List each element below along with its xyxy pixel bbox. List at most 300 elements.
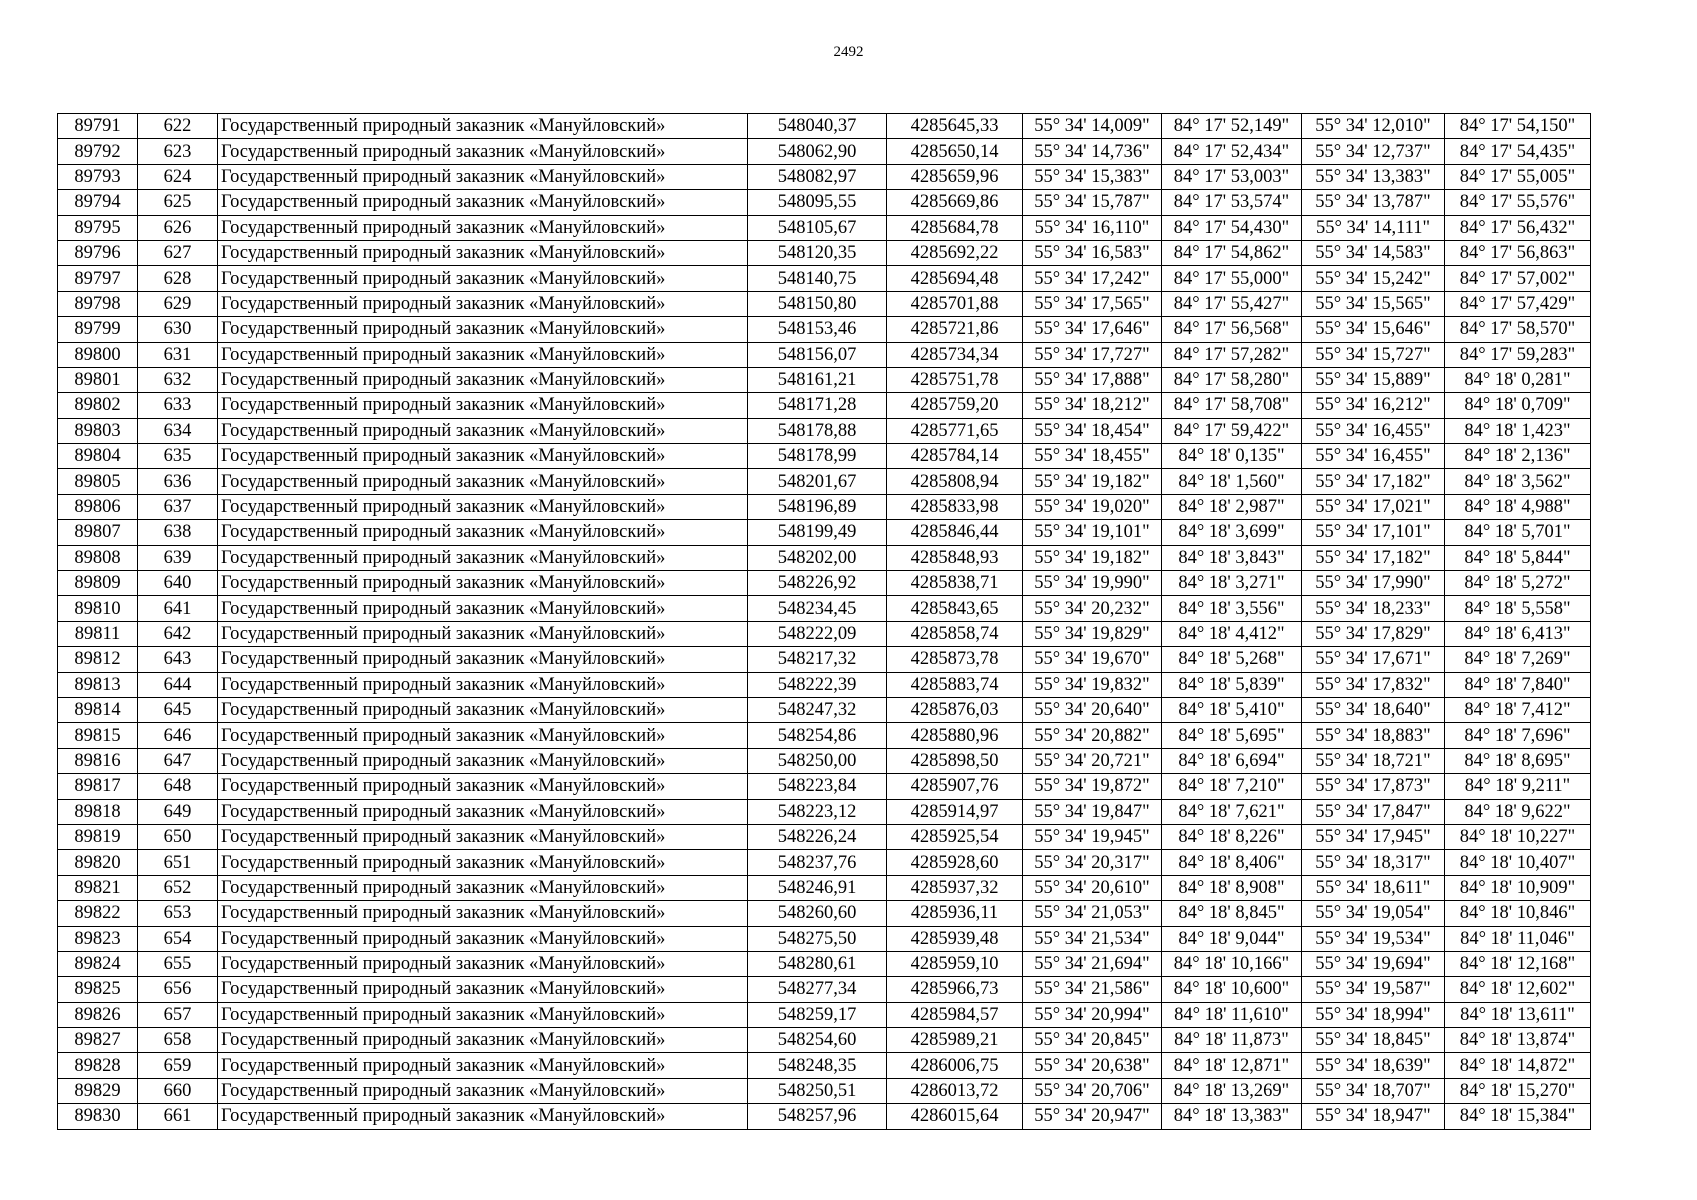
latitude-2-cell: 55° 34' 17,873" [1302,774,1445,799]
latitude-2-cell: 55° 34' 19,054" [1302,901,1445,926]
y-coordinate-cell: 4285833,98 [887,494,1023,519]
latitude-2-cell: 55° 34' 16,455" [1302,418,1445,443]
record-number-cell: 89791 [58,114,138,139]
latitude-cell: 55° 34' 19,020" [1023,494,1162,519]
point-number-cell: 626 [138,215,218,240]
table-row [58,418,1591,443]
longitude-2-cell: 84° 17' 55,005" [1445,164,1591,189]
record-number-cell: 89827 [58,1028,138,1053]
record-number-cell: 89819 [58,824,138,849]
record-number-cell: 89815 [58,723,138,748]
table-row [58,824,1591,849]
record-number-cell: 89829 [58,1078,138,1103]
longitude-cell: 84° 18' 7,621" [1162,799,1302,824]
y-coordinate-cell: 4285838,71 [887,571,1023,596]
latitude-cell: 55° 34' 19,182" [1023,469,1162,494]
latitude-cell: 55° 34' 14,009" [1023,114,1162,139]
x-coordinate-cell: 548178,99 [748,444,887,469]
latitude-cell: 55° 34' 20,845" [1023,1028,1162,1053]
longitude-2-cell: 84° 18' 5,701" [1445,520,1591,545]
latitude-2-cell: 55° 34' 18,707" [1302,1078,1445,1103]
latitude-cell: 55° 34' 17,565" [1023,291,1162,316]
latitude-2-cell: 55° 34' 15,889" [1302,367,1445,392]
y-coordinate-cell: 4285784,14 [887,444,1023,469]
object-name-cell: Государственный природный заказник «Мануйловский» [218,926,748,951]
object-name-cell: Государственный природный заказник «Мануйловский» [218,850,748,875]
longitude-cell: 84° 18' 13,269" [1162,1078,1302,1103]
longitude-2-cell: 84° 18' 13,611" [1445,1002,1591,1027]
record-number-cell: 89828 [58,1053,138,1078]
y-coordinate-cell: 4285966,73 [887,977,1023,1002]
object-name-cell: Государственный природный заказник «Мануйловский» [218,1053,748,1078]
x-coordinate-cell: 548254,60 [748,1028,887,1053]
y-coordinate-cell: 4285759,20 [887,393,1023,418]
x-coordinate-cell: 548246,91 [748,875,887,900]
object-name-cell: Государственный природный заказник «Мануйловский» [218,139,748,164]
x-coordinate-cell: 548217,32 [748,647,887,672]
record-number-cell: 89821 [58,875,138,900]
record-number-cell: 89807 [58,520,138,545]
x-coordinate-cell: 548223,12 [748,799,887,824]
x-coordinate-cell: 548156,07 [748,342,887,367]
longitude-cell: 84° 17' 54,862" [1162,240,1302,265]
table-row [58,621,1591,646]
point-number-cell: 641 [138,596,218,621]
table-row [58,697,1591,722]
latitude-cell: 55° 34' 19,182" [1023,545,1162,570]
y-coordinate-cell: 4286015,64 [887,1104,1023,1129]
longitude-2-cell: 84° 18' 4,988" [1445,494,1591,519]
longitude-2-cell: 84° 18' 12,168" [1445,951,1591,976]
longitude-2-cell: 84° 18' 7,840" [1445,672,1591,697]
object-name-cell: Государственный природный заказник «Мануйловский» [218,342,748,367]
object-name-cell: Государственный природный заказник «Мануйловский» [218,723,748,748]
y-coordinate-cell: 4285858,74 [887,621,1023,646]
point-number-cell: 633 [138,393,218,418]
longitude-cell: 84° 17' 55,000" [1162,266,1302,291]
object-name-cell: Государственный природный заказник «Мануйловский» [218,1028,748,1053]
table-row [58,901,1591,926]
longitude-cell: 84° 18' 5,695" [1162,723,1302,748]
record-number-cell: 89793 [58,164,138,189]
x-coordinate-cell: 548040,37 [748,114,887,139]
latitude-cell: 55° 34' 20,947" [1023,1104,1162,1129]
object-name-cell: Государственный природный заказник «Мануйловский» [218,774,748,799]
latitude-cell: 55° 34' 20,610" [1023,875,1162,900]
latitude-cell: 55° 34' 21,586" [1023,977,1162,1002]
longitude-cell: 84° 18' 13,383" [1162,1104,1302,1129]
latitude-cell: 55° 34' 20,638" [1023,1053,1162,1078]
longitude-cell: 84° 17' 54,430" [1162,215,1302,240]
x-coordinate-cell: 548280,61 [748,951,887,976]
y-coordinate-cell: 4285873,78 [887,647,1023,672]
object-name-cell: Государственный природный заказник «Мануйловский» [218,190,748,215]
x-coordinate-cell: 548275,50 [748,926,887,951]
longitude-2-cell: 84° 18' 5,272" [1445,571,1591,596]
table-row [58,748,1591,773]
latitude-cell: 55° 34' 19,945" [1023,824,1162,849]
record-number-cell: 89804 [58,444,138,469]
longitude-2-cell: 84° 18' 1,423" [1445,418,1591,443]
point-number-cell: 628 [138,266,218,291]
y-coordinate-cell: 4285883,74 [887,672,1023,697]
longitude-cell: 84° 18' 9,044" [1162,926,1302,951]
y-coordinate-cell: 4285907,76 [887,774,1023,799]
longitude-2-cell: 84° 17' 56,863" [1445,240,1591,265]
point-number-cell: 648 [138,774,218,799]
latitude-cell: 55° 34' 19,990" [1023,571,1162,596]
longitude-cell: 84° 17' 58,280" [1162,367,1302,392]
x-coordinate-cell: 548199,49 [748,520,887,545]
table-row [58,799,1591,824]
table-row [58,469,1591,494]
longitude-cell: 84° 17' 52,149" [1162,114,1302,139]
y-coordinate-cell: 4285751,78 [887,367,1023,392]
point-number-cell: 640 [138,571,218,596]
latitude-2-cell: 55° 34' 18,317" [1302,850,1445,875]
latitude-cell: 55° 34' 20,317" [1023,850,1162,875]
object-name-cell: Государственный природный заказник «Мануйловский» [218,977,748,1002]
x-coordinate-cell: 548260,60 [748,901,887,926]
longitude-cell: 84° 18' 8,908" [1162,875,1302,900]
longitude-2-cell: 84° 18' 10,909" [1445,875,1591,900]
object-name-cell: Государственный природный заказник «Мануйловский» [218,520,748,545]
x-coordinate-cell: 548248,35 [748,1053,887,1078]
record-number-cell: 89801 [58,367,138,392]
latitude-2-cell: 55° 34' 17,182" [1302,545,1445,570]
x-coordinate-cell: 548226,92 [748,571,887,596]
longitude-cell: 84° 18' 3,271" [1162,571,1302,596]
latitude-cell: 55° 34' 17,727" [1023,342,1162,367]
x-coordinate-cell: 548120,35 [748,240,887,265]
longitude-2-cell: 84° 17' 55,576" [1445,190,1591,215]
object-name-cell: Государственный природный заказник «Мануйловский» [218,240,748,265]
object-name-cell: Государственный природный заказник «Мануйловский» [218,215,748,240]
record-number-cell: 89823 [58,926,138,951]
longitude-2-cell: 84° 17' 56,432" [1445,215,1591,240]
table-body [58,114,1591,1130]
latitude-cell: 55° 34' 20,882" [1023,723,1162,748]
table-row [58,266,1591,291]
point-number-cell: 634 [138,418,218,443]
page-number: 2492 [833,44,864,60]
latitude-2-cell: 55° 34' 17,101" [1302,520,1445,545]
longitude-2-cell: 84° 17' 57,002" [1445,266,1591,291]
point-number-cell: 636 [138,469,218,494]
point-number-cell: 632 [138,367,218,392]
longitude-cell: 84° 18' 0,135" [1162,444,1302,469]
latitude-2-cell: 55° 34' 19,694" [1302,951,1445,976]
longitude-2-cell: 84° 18' 0,709" [1445,393,1591,418]
y-coordinate-cell: 4285808,94 [887,469,1023,494]
latitude-2-cell: 55° 34' 13,383" [1302,164,1445,189]
x-coordinate-cell: 548140,75 [748,266,887,291]
point-number-cell: 625 [138,190,218,215]
table-row [58,367,1591,392]
latitude-cell: 55° 34' 21,534" [1023,926,1162,951]
record-number-cell: 89800 [58,342,138,367]
latitude-2-cell: 55° 34' 15,727" [1302,342,1445,367]
object-name-cell: Государственный природный заказник «Мануйловский» [218,367,748,392]
y-coordinate-cell: 4285669,86 [887,190,1023,215]
point-number-cell: 651 [138,850,218,875]
x-coordinate-cell: 548171,28 [748,393,887,418]
y-coordinate-cell: 4285848,93 [887,545,1023,570]
latitude-cell: 55° 34' 19,847" [1023,799,1162,824]
y-coordinate-cell: 4285694,48 [887,266,1023,291]
longitude-cell: 84° 18' 7,210" [1162,774,1302,799]
longitude-cell: 84° 18' 11,873" [1162,1028,1302,1053]
latitude-2-cell: 55° 34' 17,021" [1302,494,1445,519]
point-number-cell: 643 [138,647,218,672]
record-number-cell: 89822 [58,901,138,926]
record-number-cell: 89806 [58,494,138,519]
latitude-2-cell: 55° 34' 18,994" [1302,1002,1445,1027]
latitude-cell: 55° 34' 15,383" [1023,164,1162,189]
y-coordinate-cell: 4285645,33 [887,114,1023,139]
longitude-2-cell: 84° 18' 5,844" [1445,545,1591,570]
object-name-cell: Государственный природный заказник «Мануйловский» [218,621,748,646]
object-name-cell: Государственный природный заказник «Мануйловский» [218,1002,748,1027]
y-coordinate-cell: 4285734,34 [887,342,1023,367]
record-number-cell: 89792 [58,139,138,164]
point-number-cell: 659 [138,1053,218,1078]
point-number-cell: 646 [138,723,218,748]
x-coordinate-cell: 548234,45 [748,596,887,621]
point-number-cell: 638 [138,520,218,545]
latitude-cell: 55° 34' 16,583" [1023,240,1162,265]
longitude-cell: 84° 18' 3,556" [1162,596,1302,621]
record-number-cell: 89814 [58,697,138,722]
longitude-cell: 84° 18' 5,839" [1162,672,1302,697]
table-row [58,850,1591,875]
latitude-2-cell: 55° 34' 19,534" [1302,926,1445,951]
record-number-cell: 89798 [58,291,138,316]
x-coordinate-cell: 548237,76 [748,850,887,875]
record-number-cell: 89811 [58,621,138,646]
latitude-2-cell: 55° 34' 14,111" [1302,215,1445,240]
latitude-2-cell: 55° 34' 18,640" [1302,697,1445,722]
object-name-cell: Государственный природный заказник «Мануйловский» [218,697,748,722]
latitude-cell: 55° 34' 18,454" [1023,418,1162,443]
point-number-cell: 647 [138,748,218,773]
table-row [58,520,1591,545]
object-name-cell: Государственный природный заказник «Мануйловский» [218,951,748,976]
latitude-2-cell: 55° 34' 17,829" [1302,621,1445,646]
longitude-cell: 84° 17' 56,568" [1162,317,1302,342]
latitude-2-cell: 55° 34' 19,587" [1302,977,1445,1002]
object-name-cell: Государственный природный заказник «Мануйловский» [218,901,748,926]
latitude-2-cell: 55° 34' 14,583" [1302,240,1445,265]
longitude-cell: 84° 18' 1,560" [1162,469,1302,494]
longitude-cell: 84° 17' 57,282" [1162,342,1302,367]
y-coordinate-cell: 4285721,86 [887,317,1023,342]
record-number-cell: 89818 [58,799,138,824]
latitude-2-cell: 55° 34' 18,883" [1302,723,1445,748]
table-row [58,672,1591,697]
longitude-2-cell: 84° 18' 7,412" [1445,697,1591,722]
longitude-cell: 84° 18' 10,166" [1162,951,1302,976]
longitude-2-cell: 84° 17' 59,283" [1445,342,1591,367]
longitude-cell: 84° 18' 8,226" [1162,824,1302,849]
record-number-cell: 89816 [58,748,138,773]
object-name-cell: Государственный природный заказник «Мануйловский» [218,571,748,596]
table-row [58,291,1591,316]
object-name-cell: Государственный природный заказник «Мануйловский» [218,1078,748,1103]
object-name-cell: Государственный природный заказник «Мануйловский» [218,494,748,519]
object-name-cell: Государственный природный заказник «Мануйловский» [218,291,748,316]
point-number-cell: 624 [138,164,218,189]
longitude-2-cell: 84° 18' 10,407" [1445,850,1591,875]
longitude-cell: 84° 18' 11,610" [1162,1002,1302,1027]
longitude-cell: 84° 18' 5,268" [1162,647,1302,672]
table-row [58,647,1591,672]
table-row [58,494,1591,519]
latitude-2-cell: 55° 34' 18,947" [1302,1104,1445,1129]
object-name-cell: Государственный природный заказник «Мануйловский» [218,317,748,342]
point-number-cell: 644 [138,672,218,697]
table-row [58,545,1591,570]
point-number-cell: 661 [138,1104,218,1129]
y-coordinate-cell: 4285959,10 [887,951,1023,976]
latitude-cell: 55° 34' 18,212" [1023,393,1162,418]
x-coordinate-cell: 548105,67 [748,215,887,240]
point-number-cell: 630 [138,317,218,342]
x-coordinate-cell: 548153,46 [748,317,887,342]
longitude-2-cell: 84° 17' 58,570" [1445,317,1591,342]
longitude-2-cell: 84° 18' 13,874" [1445,1028,1591,1053]
record-number-cell: 89824 [58,951,138,976]
longitude-2-cell: 84° 18' 5,558" [1445,596,1591,621]
latitude-cell: 55° 34' 19,670" [1023,647,1162,672]
object-name-cell: Государственный природный заказник «Мануйловский» [218,545,748,570]
longitude-2-cell: 84° 18' 3,562" [1445,469,1591,494]
table-row [58,951,1591,976]
record-number-cell: 89802 [58,393,138,418]
point-number-cell: 623 [138,139,218,164]
longitude-2-cell: 84° 18' 12,602" [1445,977,1591,1002]
latitude-cell: 55° 34' 19,829" [1023,621,1162,646]
latitude-cell: 55° 34' 19,872" [1023,774,1162,799]
y-coordinate-cell: 4285701,88 [887,291,1023,316]
table-row [58,164,1591,189]
latitude-2-cell: 55° 34' 17,832" [1302,672,1445,697]
latitude-2-cell: 55° 34' 17,847" [1302,799,1445,824]
latitude-2-cell: 55° 34' 12,010" [1302,114,1445,139]
longitude-2-cell: 84° 18' 9,622" [1445,799,1591,824]
latitude-2-cell: 55° 34' 17,990" [1302,571,1445,596]
longitude-2-cell: 84° 17' 54,150" [1445,114,1591,139]
longitude-2-cell: 84° 18' 11,046" [1445,926,1591,951]
point-number-cell: 650 [138,824,218,849]
longitude-cell: 84° 17' 55,427" [1162,291,1302,316]
table-row [58,1078,1591,1103]
y-coordinate-cell: 4285928,60 [887,850,1023,875]
longitude-cell: 84° 18' 6,694" [1162,748,1302,773]
longitude-2-cell: 84° 18' 7,269" [1445,647,1591,672]
x-coordinate-cell: 548196,89 [748,494,887,519]
latitude-2-cell: 55° 34' 16,212" [1302,393,1445,418]
x-coordinate-cell: 548277,34 [748,977,887,1002]
x-coordinate-cell: 548222,09 [748,621,887,646]
latitude-2-cell: 55° 34' 18,845" [1302,1028,1445,1053]
object-name-cell: Государственный природный заказник «Мануйловский» [218,875,748,900]
y-coordinate-cell: 4285771,65 [887,418,1023,443]
point-number-cell: 660 [138,1078,218,1103]
latitude-2-cell: 55° 34' 18,233" [1302,596,1445,621]
coordinates-table [57,113,1591,1130]
record-number-cell: 89817 [58,774,138,799]
point-number-cell: 629 [138,291,218,316]
x-coordinate-cell: 548178,88 [748,418,887,443]
point-number-cell: 635 [138,444,218,469]
record-number-cell: 89813 [58,672,138,697]
y-coordinate-cell: 4285925,54 [887,824,1023,849]
latitude-cell: 55° 34' 20,640" [1023,697,1162,722]
record-number-cell: 89794 [58,190,138,215]
latitude-2-cell: 55° 34' 17,182" [1302,469,1445,494]
latitude-cell: 55° 34' 18,455" [1023,444,1162,469]
table-row [58,342,1591,367]
table-row [58,774,1591,799]
object-name-cell: Государственный природный заказник «Мануйловский» [218,266,748,291]
table-row [58,1028,1591,1053]
table-row [58,444,1591,469]
longitude-cell: 84° 17' 52,434" [1162,139,1302,164]
longitude-cell: 84° 18' 5,410" [1162,697,1302,722]
longitude-2-cell: 84° 18' 2,136" [1445,444,1591,469]
object-name-cell: Государственный природный заказник «Мануйловский» [218,1104,748,1129]
object-name-cell: Государственный природный заказник «Мануйловский» [218,418,748,443]
x-coordinate-cell: 548082,97 [748,164,887,189]
record-number-cell: 89810 [58,596,138,621]
latitude-cell: 55° 34' 17,242" [1023,266,1162,291]
longitude-2-cell: 84° 18' 10,846" [1445,901,1591,926]
table-row [58,1053,1591,1078]
record-number-cell: 89803 [58,418,138,443]
table-row [58,926,1591,951]
x-coordinate-cell: 548201,67 [748,469,887,494]
object-name-cell: Государственный природный заказник «Мануйловский» [218,114,748,139]
longitude-cell: 84° 18' 10,600" [1162,977,1302,1002]
object-name-cell: Государственный природный заказник «Мануйловский» [218,164,748,189]
point-number-cell: 658 [138,1028,218,1053]
point-number-cell: 652 [138,875,218,900]
y-coordinate-cell: 4286006,75 [887,1053,1023,1078]
point-number-cell: 656 [138,977,218,1002]
longitude-2-cell: 84° 18' 0,281" [1445,367,1591,392]
table-row [58,240,1591,265]
latitude-cell: 55° 34' 20,706" [1023,1078,1162,1103]
y-coordinate-cell: 4285984,57 [887,1002,1023,1027]
longitude-2-cell: 84° 17' 57,429" [1445,291,1591,316]
table-row [58,977,1591,1002]
latitude-2-cell: 55° 34' 13,787" [1302,190,1445,215]
record-number-cell: 89830 [58,1104,138,1129]
longitude-cell: 84° 17' 58,708" [1162,393,1302,418]
x-coordinate-cell: 548257,96 [748,1104,887,1129]
x-coordinate-cell: 548250,00 [748,748,887,773]
point-number-cell: 645 [138,697,218,722]
table-row [58,114,1591,139]
table-row [58,393,1591,418]
longitude-2-cell: 84° 18' 7,696" [1445,723,1591,748]
table-row [58,596,1591,621]
record-number-cell: 89820 [58,850,138,875]
latitude-2-cell: 55° 34' 18,721" [1302,748,1445,773]
point-number-cell: 622 [138,114,218,139]
y-coordinate-cell: 4285684,78 [887,215,1023,240]
